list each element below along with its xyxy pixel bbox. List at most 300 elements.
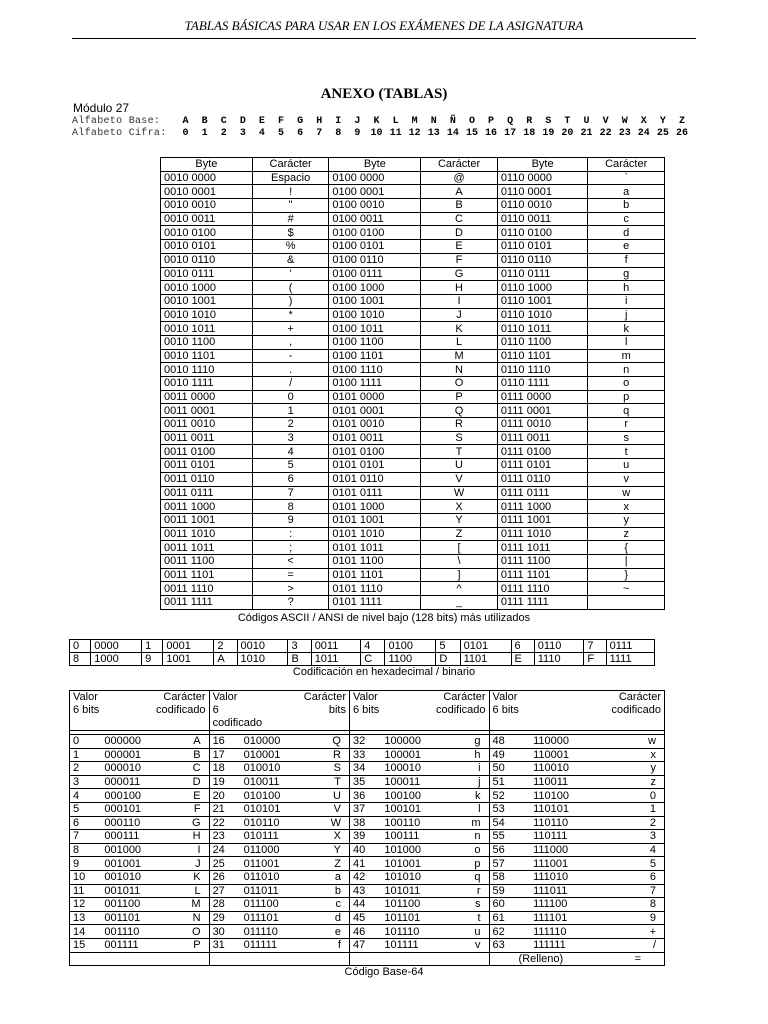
base64-value-cell: 33 bbox=[349, 748, 381, 762]
alphabet-number: 23 bbox=[618, 128, 631, 139]
base64-bits-cell: 100001 bbox=[381, 748, 454, 762]
ascii-byte-cell: 0100 0111 bbox=[329, 267, 421, 281]
base64-bits-cell: 000000 bbox=[101, 735, 174, 749]
alphabet-number: 4 bbox=[258, 128, 265, 139]
ascii-byte-cell: 0010 1011 bbox=[161, 322, 253, 336]
ascii-char-cell: H bbox=[421, 281, 498, 295]
ascii-byte-cell: 0101 0101 bbox=[329, 459, 421, 473]
alphabet-letter: F bbox=[278, 116, 285, 127]
base64-bits-cell: 110110 bbox=[530, 816, 622, 830]
base64-char-cell: 5 bbox=[622, 857, 665, 871]
hex-binary-cell: 1101 bbox=[460, 653, 511, 666]
ascii-char-cell: b bbox=[588, 199, 665, 213]
ascii-char-cell bbox=[588, 596, 665, 610]
hex-binary-cell: 0100 bbox=[385, 640, 436, 653]
ascii-byte-cell: 0111 1101 bbox=[497, 568, 588, 582]
alphabet-letter: K bbox=[373, 116, 380, 127]
alphabet-letter: A bbox=[182, 116, 189, 127]
ascii-char-cell: } bbox=[588, 568, 665, 582]
base64-value-cell: 62 bbox=[489, 925, 530, 939]
base64-value-cell: 2 bbox=[70, 762, 102, 776]
ascii-char-cell: S bbox=[421, 431, 498, 445]
base64-bits-cell: 111011 bbox=[530, 884, 622, 898]
ascii-char-cell: u bbox=[588, 459, 665, 473]
table-row bbox=[70, 802, 665, 816]
hex-binary-cell: 0001 bbox=[163, 640, 214, 653]
ascii-byte-cell: 0010 0111 bbox=[161, 267, 253, 281]
base64-value-cell: 16 bbox=[209, 735, 241, 749]
ascii-char-cell: i bbox=[588, 294, 665, 308]
alphabet-number: 0 bbox=[182, 128, 189, 139]
ascii-byte-cell: 0111 1111 bbox=[497, 596, 588, 610]
alphabet-number: 8 bbox=[335, 128, 342, 139]
base64-value-cell: 29 bbox=[209, 911, 241, 925]
base64-value-cell: 27 bbox=[209, 884, 241, 898]
base64-value-cell: 23 bbox=[209, 830, 241, 844]
ascii-byte-cell: 0110 0100 bbox=[497, 226, 588, 240]
base64-value-cell: 46 bbox=[349, 925, 381, 939]
ascii-char-cell: ' bbox=[252, 267, 329, 281]
base64-bits-cell: 110011 bbox=[530, 775, 622, 789]
alphabet-letter: U bbox=[583, 116, 590, 127]
hex-binary-cell: 0101 bbox=[460, 640, 511, 653]
ascii-byte-cell: 0011 0111 bbox=[161, 486, 253, 500]
alphabet-number: 12 bbox=[408, 128, 421, 139]
ascii-char-cell: I bbox=[421, 294, 498, 308]
base64-char-cell: C bbox=[174, 762, 209, 776]
ascii-byte-cell: 0011 1001 bbox=[161, 513, 253, 527]
base64-char-cell: o bbox=[454, 843, 489, 857]
ascii-byte-cell: 0110 0001 bbox=[497, 185, 588, 199]
ascii-char-cell: ~ bbox=[588, 582, 665, 596]
table-row bbox=[70, 748, 665, 762]
base64-value-cell: 60 bbox=[489, 898, 530, 912]
base64-char-cell: q bbox=[454, 870, 489, 884]
ascii-char-cell: e bbox=[588, 240, 665, 254]
base64-header-3: Valor Carácter 6 bits codificado bbox=[349, 691, 489, 731]
ascii-byte-cell: 0100 1010 bbox=[329, 308, 421, 322]
ascii-char-cell: T bbox=[421, 445, 498, 459]
ascii-byte-cell: 0111 0000 bbox=[497, 390, 588, 404]
table-row bbox=[70, 843, 665, 857]
ascii-byte-cell: 0101 1100 bbox=[329, 554, 421, 568]
ascii-char-cell: ] bbox=[421, 568, 498, 582]
alphabet-letter: M bbox=[411, 116, 418, 127]
base64-char-cell: 9 bbox=[622, 911, 665, 925]
ascii-char-cell: ? bbox=[252, 596, 329, 610]
base64-value-cell: 44 bbox=[349, 898, 381, 912]
ascii-char-cell: 6 bbox=[252, 472, 329, 486]
base64-char-cell: k bbox=[454, 789, 489, 803]
base64-bits-cell: 010000 bbox=[241, 735, 313, 749]
ascii-char-cell: p bbox=[588, 390, 665, 404]
table-row bbox=[161, 418, 665, 432]
ascii-byte-cell: 0101 1111 bbox=[329, 596, 421, 610]
ascii-byte-cell: 0110 0000 bbox=[497, 171, 588, 185]
ascii-char-cell: ` bbox=[588, 171, 665, 185]
base64-bits-cell: 101110 bbox=[381, 925, 454, 939]
base64-char-cell: m bbox=[454, 816, 489, 830]
base64-char-cell: 0 bbox=[622, 789, 665, 803]
base64-value-cell: 53 bbox=[489, 802, 530, 816]
base64-char-cell: 3 bbox=[622, 830, 665, 844]
ascii-char-cell: h bbox=[588, 281, 665, 295]
hex-binary-cell: 0010 bbox=[237, 640, 288, 653]
base64-char-cell: H bbox=[174, 830, 209, 844]
ascii-byte-cell: 0111 0101 bbox=[497, 459, 588, 473]
base64-padding-cell bbox=[489, 952, 664, 966]
base64-char-cell: u bbox=[454, 925, 489, 939]
ascii-byte-cell: 0110 1111 bbox=[497, 377, 588, 391]
base64-char-cell: 6 bbox=[622, 870, 665, 884]
base64-value-cell: 56 bbox=[489, 843, 530, 857]
base64-bits-cell: 001111 bbox=[101, 938, 174, 952]
ascii-char-cell: O bbox=[421, 377, 498, 391]
ascii-char-cell: # bbox=[252, 212, 329, 226]
ascii-char-cell: c bbox=[588, 212, 665, 226]
base64-char-cell: K bbox=[174, 870, 209, 884]
ascii-byte-cell: 0111 1001 bbox=[497, 513, 588, 527]
ascii-byte-cell: 0011 1111 bbox=[161, 596, 253, 610]
ascii-char-cell: \ bbox=[421, 554, 498, 568]
ascii-byte-cell: 0011 0010 bbox=[161, 418, 253, 432]
ascii-char-cell: s bbox=[588, 431, 665, 445]
alphabet-letter: W bbox=[621, 116, 628, 127]
base64-padding-row bbox=[70, 952, 665, 966]
base64-char-cell: Y bbox=[313, 843, 350, 857]
ascii-header: Byte bbox=[497, 158, 588, 172]
ascii-char-cell: Z bbox=[421, 527, 498, 541]
base64-value-cell: 61 bbox=[489, 911, 530, 925]
alphabet-number: 22 bbox=[599, 128, 612, 139]
ascii-char-cell: f bbox=[588, 253, 665, 267]
ascii-byte-cell: 0110 0110 bbox=[497, 253, 588, 267]
base64-value-cell: 5 bbox=[70, 802, 102, 816]
ascii-char-cell: & bbox=[252, 253, 329, 267]
base64-char-cell: N bbox=[174, 911, 209, 925]
table-row bbox=[161, 390, 665, 404]
base64-value-cell: 19 bbox=[209, 775, 241, 789]
ascii-char-cell: Q bbox=[421, 404, 498, 418]
table-row bbox=[161, 253, 665, 267]
base64-value-cell: 40 bbox=[349, 843, 381, 857]
table-row bbox=[70, 775, 665, 789]
base64-value-cell: 14 bbox=[70, 925, 102, 939]
alphabet-number: 18 bbox=[523, 128, 536, 139]
base64-char-cell: 1 bbox=[622, 802, 665, 816]
base64-bits-cell: 101101 bbox=[381, 911, 454, 925]
ascii-byte-cell: 0111 0111 bbox=[497, 486, 588, 500]
ascii-byte-cell: 0101 1110 bbox=[329, 582, 421, 596]
hex-digit-cell: 4 bbox=[361, 640, 385, 653]
table-row bbox=[161, 185, 665, 199]
ascii-char-cell: G bbox=[421, 267, 498, 281]
ascii-char-cell: 8 bbox=[252, 500, 329, 514]
base64-bits-cell: 101100 bbox=[381, 898, 454, 912]
base64-bits-cell: 001110 bbox=[101, 925, 174, 939]
alphabet-letter: Q bbox=[507, 116, 514, 127]
table-row bbox=[161, 445, 665, 459]
ascii-byte-cell: 0110 1110 bbox=[497, 363, 588, 377]
base64-value-cell: 28 bbox=[209, 898, 241, 912]
ascii-byte-cell: 0011 1000 bbox=[161, 500, 253, 514]
ascii-byte-cell: 0010 0010 bbox=[161, 199, 253, 213]
base64-char-cell: i bbox=[454, 762, 489, 776]
ascii-char-cell: > bbox=[252, 582, 329, 596]
base64-bits-cell: 110100 bbox=[530, 789, 622, 803]
ascii-byte-cell: 0011 0011 bbox=[161, 431, 253, 445]
ascii-char-cell: W bbox=[421, 486, 498, 500]
ascii-byte-cell: 0010 0000 bbox=[161, 171, 253, 185]
base64-value-cell: 26 bbox=[209, 870, 241, 884]
base64-value-cell: 49 bbox=[489, 748, 530, 762]
hex-digit-cell: 1 bbox=[142, 640, 163, 653]
alphabet-letter: Ñ bbox=[449, 116, 456, 127]
alphabet-letter: C bbox=[220, 116, 227, 127]
table-row bbox=[161, 377, 665, 391]
ascii-char-cell: B bbox=[421, 199, 498, 213]
alphabet-letter: X bbox=[640, 116, 647, 127]
alphabet-number: 14 bbox=[446, 128, 459, 139]
base64-bits-cell: 111001 bbox=[530, 857, 622, 871]
ascii-byte-cell: 0110 1101 bbox=[497, 349, 588, 363]
ascii-byte-cell: 0101 0001 bbox=[329, 404, 421, 418]
base64-char-cell: B bbox=[174, 748, 209, 762]
ascii-char-cell: ! bbox=[252, 185, 329, 199]
alphabet-cipher-label: Alfabeto Cifra: bbox=[72, 128, 167, 139]
ascii-byte-cell: 0100 1011 bbox=[329, 322, 421, 336]
base64-bits-cell: 110101 bbox=[530, 802, 622, 816]
base64-value-cell: 15 bbox=[70, 938, 102, 952]
base64-bits-cell: 000100 bbox=[101, 789, 174, 803]
base64-value-cell: 22 bbox=[209, 816, 241, 830]
ascii-char-cell: | bbox=[588, 554, 665, 568]
alphabet-number: 17 bbox=[504, 128, 517, 139]
hex-binary-cell: 0110 bbox=[534, 640, 584, 653]
ascii-char-cell: N bbox=[421, 363, 498, 377]
ascii-char-cell: t bbox=[588, 445, 665, 459]
ascii-char-cell: + bbox=[252, 322, 329, 336]
alphabet-letter: R bbox=[526, 116, 533, 127]
ascii-char-cell: P bbox=[421, 390, 498, 404]
base64-char-cell: z bbox=[622, 775, 665, 789]
ascii-char-cell: o bbox=[588, 377, 665, 391]
ascii-byte-cell: 0100 0100 bbox=[329, 226, 421, 240]
ascii-char-cell: r bbox=[588, 418, 665, 432]
ascii-byte-cell: 0010 0110 bbox=[161, 253, 253, 267]
table-row bbox=[161, 349, 665, 363]
ascii-char-cell: Espacio bbox=[252, 171, 329, 185]
ascii-byte-cell: 0101 0011 bbox=[329, 431, 421, 445]
ascii-byte-cell: 0010 0101 bbox=[161, 240, 253, 254]
base64-bits-cell: 011110 bbox=[241, 925, 313, 939]
table-row bbox=[161, 226, 665, 240]
ascii-char-cell: 4 bbox=[252, 445, 329, 459]
alphabet-number: 16 bbox=[485, 128, 498, 139]
ascii-char-cell: A bbox=[421, 185, 498, 199]
table-row bbox=[70, 640, 655, 653]
ascii-byte-cell: 0010 1010 bbox=[161, 308, 253, 322]
base64-char-cell: t bbox=[454, 911, 489, 925]
alphabet-number: 26 bbox=[675, 128, 688, 139]
ascii-byte-cell: 0100 1000 bbox=[329, 281, 421, 295]
base64-bits-cell: 000101 bbox=[101, 802, 174, 816]
ascii-byte-cell: 0101 0111 bbox=[329, 486, 421, 500]
base64-bits-cell: 110111 bbox=[530, 830, 622, 844]
base64-char-cell: 7 bbox=[622, 884, 665, 898]
alphabet-number: 6 bbox=[297, 128, 304, 139]
alphabet-letter: S bbox=[545, 116, 552, 127]
base64-value-cell: 21 bbox=[209, 802, 241, 816]
module-label: Módulo 27 bbox=[73, 101, 130, 115]
ascii-char-cell: @ bbox=[421, 171, 498, 185]
base64-value-cell: 34 bbox=[349, 762, 381, 776]
table-row bbox=[161, 171, 665, 185]
padding-label: (Relleno) bbox=[518, 952, 564, 965]
ascii-char-cell: 3 bbox=[252, 431, 329, 445]
ascii-char-cell: a bbox=[588, 185, 665, 199]
base64-bits-cell: 111110 bbox=[530, 925, 622, 939]
base64-char-cell: s bbox=[454, 898, 489, 912]
base64-bits-cell: 111010 bbox=[530, 870, 622, 884]
table-row bbox=[70, 830, 665, 844]
ascii-char-cell: - bbox=[252, 349, 329, 363]
alphabet-letter: L bbox=[392, 116, 399, 127]
ascii-char-cell: Y bbox=[421, 513, 498, 527]
base64-bits-cell: 100100 bbox=[381, 789, 454, 803]
base64-value-cell: 36 bbox=[349, 789, 381, 803]
ascii-byte-cell: 0110 0111 bbox=[497, 267, 588, 281]
ascii-byte-cell: 0010 0011 bbox=[161, 212, 253, 226]
hex-binary-cell: 1111 bbox=[606, 653, 654, 666]
base64-bits-cell: 111101 bbox=[530, 911, 622, 925]
hex-digit-cell: 2 bbox=[214, 640, 237, 653]
base64-char-cell: / bbox=[622, 938, 665, 952]
base64-char-cell: h bbox=[454, 748, 489, 762]
table-row bbox=[70, 857, 665, 871]
ascii-char-cell: M bbox=[421, 349, 498, 363]
base64-char-cell: 8 bbox=[622, 898, 665, 912]
hex-digit-cell: 6 bbox=[511, 640, 534, 653]
ascii-byte-cell: 0111 1110 bbox=[497, 582, 588, 596]
ascii-byte-cell: 0100 0011 bbox=[329, 212, 421, 226]
base64-bits-cell: 110001 bbox=[530, 748, 622, 762]
alphabet-number: 3 bbox=[239, 128, 246, 139]
base64-bits-cell: 011100 bbox=[241, 898, 313, 912]
base64-bits-cell: 001010 bbox=[101, 870, 174, 884]
hex-table bbox=[69, 639, 655, 666]
base64-value-cell: 24 bbox=[209, 843, 241, 857]
ascii-byte-cell: 0011 0000 bbox=[161, 390, 253, 404]
alphabet-letter: Z bbox=[678, 116, 685, 127]
table-row bbox=[70, 898, 665, 912]
alphabet-letter: T bbox=[564, 116, 571, 127]
base64-value-cell: 12 bbox=[70, 898, 102, 912]
table-row bbox=[161, 363, 665, 377]
base64-value-cell: 42 bbox=[349, 870, 381, 884]
base64-char-cell: T bbox=[313, 775, 350, 789]
ascii-byte-cell: 0110 1000 bbox=[497, 281, 588, 295]
hex-caption: Codificación en hexadecimal / binario bbox=[292, 666, 476, 678]
hex-digit-cell: A bbox=[214, 653, 237, 666]
base64-bits-cell: 010011 bbox=[241, 775, 313, 789]
ascii-char-cell: 5 bbox=[252, 459, 329, 473]
base64-value-cell: 50 bbox=[489, 762, 530, 776]
ascii-byte-cell: 0011 1110 bbox=[161, 582, 253, 596]
base64-bits-cell: 010101 bbox=[241, 802, 313, 816]
base64-value-cell: 10 bbox=[70, 870, 102, 884]
base64-value-cell: 54 bbox=[489, 816, 530, 830]
base64-bits-cell: 010111 bbox=[241, 830, 313, 844]
alphabet-number: 2 bbox=[220, 128, 227, 139]
ascii-char-cell: R bbox=[421, 418, 498, 432]
ascii-char-cell: J bbox=[421, 308, 498, 322]
ascii-char-cell: K bbox=[421, 322, 498, 336]
base64-bits-cell: 101000 bbox=[381, 843, 454, 857]
base64-value-cell: 47 bbox=[349, 938, 381, 952]
base64-char-cell: L bbox=[174, 884, 209, 898]
base64-value-cell: 7 bbox=[70, 830, 102, 844]
base64-bits-cell: 011101 bbox=[241, 911, 313, 925]
ascii-byte-cell: 0010 1000 bbox=[161, 281, 253, 295]
base64-value-cell: 48 bbox=[489, 735, 530, 749]
alphabet-number: 15 bbox=[465, 128, 478, 139]
base64-value-cell: 55 bbox=[489, 830, 530, 844]
alphabet-number: 19 bbox=[542, 128, 555, 139]
base64-value-cell: 25 bbox=[209, 857, 241, 871]
base64-char-cell: c bbox=[313, 898, 350, 912]
base64-value-cell: 17 bbox=[209, 748, 241, 762]
ascii-char-cell: 1 bbox=[252, 404, 329, 418]
table-row bbox=[161, 308, 665, 322]
base64-char-cell: Z bbox=[313, 857, 350, 871]
ascii-byte-cell: 0101 0110 bbox=[329, 472, 421, 486]
base64-char-cell: d bbox=[313, 911, 350, 925]
base64-char-cell: S bbox=[313, 762, 350, 776]
alphabet-letter: J bbox=[354, 116, 361, 127]
base64-bits-cell: 010110 bbox=[241, 816, 313, 830]
base64-bits-cell: 010010 bbox=[241, 762, 313, 776]
table-row bbox=[70, 925, 665, 939]
ascii-char-cell: 7 bbox=[252, 486, 329, 500]
ascii-byte-cell: 0111 1011 bbox=[497, 541, 588, 555]
ascii-char-cell: F bbox=[421, 253, 498, 267]
base64-value-cell: 1 bbox=[70, 748, 102, 762]
base64-header-1: Valor Carácter 6 bits codificado bbox=[70, 691, 210, 731]
table-row bbox=[70, 653, 655, 666]
table-row bbox=[161, 267, 665, 281]
ascii-byte-cell: 0100 1111 bbox=[329, 377, 421, 391]
base64-bits-cell: 010001 bbox=[241, 748, 313, 762]
alphabet-base-label: Alfabeto Base: bbox=[72, 116, 161, 127]
ascii-char-cell: m bbox=[588, 349, 665, 363]
table-row bbox=[161, 582, 665, 596]
base64-char-cell: 2 bbox=[622, 816, 665, 830]
table-row bbox=[161, 554, 665, 568]
ascii-byte-cell: 0011 0100 bbox=[161, 445, 253, 459]
alphabet-number: 1 bbox=[201, 128, 208, 139]
base64-char-cell: r bbox=[454, 884, 489, 898]
table-row bbox=[70, 870, 665, 884]
base64-header-4: Valor Carácter 6 bits codificado bbox=[489, 691, 664, 731]
alphabet-letter: P bbox=[488, 116, 495, 127]
ascii-byte-cell: 0111 1000 bbox=[497, 500, 588, 514]
ascii-char-cell: j bbox=[588, 308, 665, 322]
ascii-byte-cell: 0100 0101 bbox=[329, 240, 421, 254]
hex-digit-cell: 7 bbox=[584, 640, 606, 653]
ascii-char-cell: D bbox=[421, 226, 498, 240]
base64-char-cell: R bbox=[313, 748, 350, 762]
